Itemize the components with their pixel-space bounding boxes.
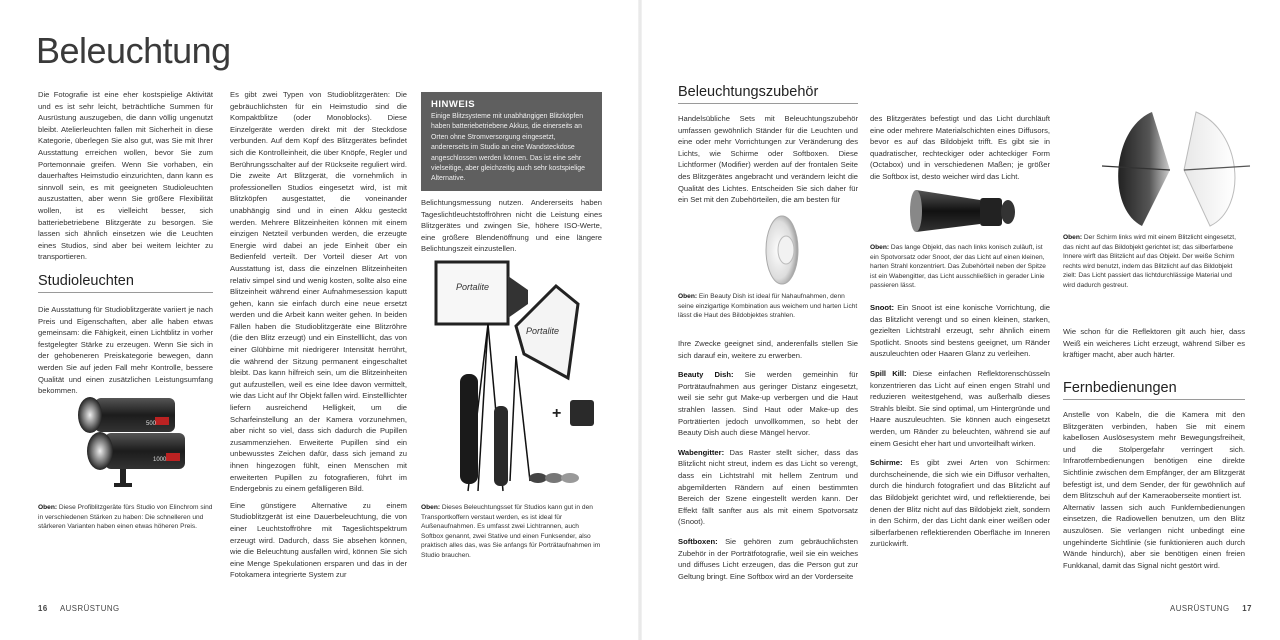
caption-flash-text: Diese Profiblitzgeräte fürs Studio von Elinchrom sind in verschiedenen Stärken zu haben: Die schnelleren und stärkeren Varianten haben einen etwas höheren Preis. (38, 504, 213, 531)
flash-unit-front (105, 433, 185, 469)
caption-flash-label: Oben: (38, 504, 58, 511)
middle-column (230, 89, 407, 586)
caption-softbox-text: Dieses Beleuchtungsset für Studios kann gut in den Transportkoffern verstaut werden, es ist ideal für Außenaufnahmen. Es umfasst zwei Lichtrannen, auch Softbox genannt, zwei Stative und einen Funksender, also praktisch alles das, was Sie anfangs für Porträtaufnahmen im Studio brauchen. (421, 504, 601, 559)
hinweis-box (421, 92, 602, 191)
softbox-brand-1: Portalite (456, 282, 490, 292)
section-heading-studioleuchten: Studioleuchten (38, 273, 213, 293)
flash-label-500: 500 (146, 421, 157, 427)
spill-kill-paragraph (870, 368, 1050, 449)
caption-flash (38, 503, 218, 532)
softbox-brand-2: Portalite (526, 326, 560, 336)
page-number-left: 16 (38, 604, 48, 613)
studioleuchten-text (38, 304, 213, 402)
caption-snoot-label: Oben: (870, 244, 890, 251)
snoot-paragraph (870, 302, 1050, 360)
svg-text:+: + (552, 405, 562, 422)
beauty-dish-label: Beauty Dish: (678, 370, 734, 380)
studioleuchten-paragraph: Die Ausstattung für Studioblitzgeräte variiert je nach Preis und Eigenschaften, aber alle haben etwas gemeinsam: die Fähigkeit, einen Lichtblitz in vorher festgelegter Stärke zu erzeugen. Wenn Sie sich in der gehobeneren Preiskategorie bewegen, dann werden Sie auf jeden Fall mehr Kontrolle, bessere Qualität und einen zusätzlichen Leistungsumfang bekommen. (38, 305, 213, 396)
caption-snoot (870, 243, 1050, 291)
schirme-paragraph (870, 457, 1050, 550)
zubehoer-col3-text: Wie schon für die Reflektoren gilt auch hier, dass Weiß ein weicheres Licht erzeugt, während Silber es kräftiger macht, aber auch härter. (1063, 327, 1245, 360)
footer-label-left: AUSRÜSTUNG (59, 604, 120, 613)
middle-column-text-2: Eine günstigere Alternative zu einem Studioblitzgerät ist eine Dauerbeleuchtung, die von einer Leuchtstoffröhre mit Tageslichtspektrum erzeugt wird. Dadurch, dass Sie absehen können, wie die Beleuchtung ausfallen wird, können Sie sich eine Menge Spekulationen ersparen und das in der Fotokamera integrierte System zur (230, 500, 407, 580)
fernbedienungen-paragraph-1: Anstelle von Kabeln, die die Kamera mit den Blitzgeräten verbinden, haben Sie mit einem kabellosen Auslösesystem mehr Bewegungsfreiheit, und die Stolpergefahr verringert sich. Infrarotfernbedienungen benötigen eine direkte Sichtlinie zwischen dem Empfänger, der am Blitzgerät befestigt ist, und dem Sender, der für gewöhnlich auf dem Blitzschuh auf der Kameraoberseite montiert ist. (1063, 410, 1245, 501)
snoot-photo (910, 186, 1020, 236)
schirme-text: Es gibt zwei Arten von Schirmen: durchscheinende, die sich wie ein Diffusor verhalten, durch die hindurch fotografiert und das Blitzlicht auf das Bildobjekt gerichtet wird, und reflektierende, bei denen der Blitz nicht auf das Bildobjekt zielt, sondern in den Schirm, der das Licht dank einer weißen oder silberfarbenen reflektierenden Oberfläche im Inneren zurückwirft. (870, 458, 1050, 549)
studio-flash-photo (60, 393, 195, 493)
caption-snoot-text: Das lange Objekt, das nach links konisch zuläuft, ist ein Spotvorsatz oder Snoot, der das Licht auf einen kleinen, harten Strahl konzentriert. Das Zubehörteil neben der Spitze ist ein Wabengitter, das Licht ausschließlich in gerader Linie passieren lässt. (870, 244, 1046, 290)
caption-schirme-label: Oben: (1063, 234, 1083, 241)
heading-fernbedienungen: Fernbedienungen (1063, 380, 1245, 400)
right-page (640, 0, 1280, 640)
caption-schirme-text: Der Schirm links wird mit einem Blitzlicht eingesetzt, das nicht auf das Bildobjekt gerichtet ist; das silberfarbene Innere wirft das Blitzlicht auf das Objekt. Der weiße Schirm rechts wird benutzt, indem das Blitzlicht auf das Bildobjekt zielt: Das Licht passiert das lichtdurchlässige Material und wird dadurch gestreut. (1063, 234, 1236, 289)
softboxen-text: Sie gehören zum gebräuchlichsten Zubehör in der Porträtfotografie, weil sie ein weiches und diffuses Licht erzeugen, das die Person gut zur Geltung bringt. Eine Softbox wird an der Vorderseite (678, 536, 858, 581)
zubehoer-col2-top (870, 113, 1050, 188)
caption-schirme (1063, 233, 1245, 291)
beauty-dish-paragraph (678, 369, 858, 439)
footer-label-right: AUSRÜSTUNG (1170, 604, 1230, 613)
spill-kill-text: Diese einfachen Reflektorenschüsseln konzentrieren das Licht auf einen engen Strahl und reduzieren weitestgehend, was außerhalb dieses Strahls bleibt. Sie sind optimal, um Hintergründe und Haare auszuleuchten. Sie können auch eingesetzt werden, um Ränder zu beleuchten, während sie auf einem Gesicht eher hart und unvorteilhaft wirken. (870, 368, 1050, 448)
snoot-cone (916, 190, 980, 232)
middle-column-text: Es gibt zwei Typen von Studioblitzgeräten: Die gebräuchlichsten für ein Heimstudio sind die Kompaktblitze (oder Monoblocks). Diese Einzelgeräte werden direkt mit der Steckdose verbunden. Auf dem Kopf des Blitzgerätes befindet sich die Kontrolleinheit, die über Knöpfe, Regler und Berührungsschalter auf der Rückseite reguliert wird. Die zweite Art Blitzgerät, die vornehmlich in professionellen Studios eingesetzt wird, ist mit Blitzköpfen ausgestattet, die voneinander unabhängig sind und in einen Akku gesteckt werden. Mehrere Blitzeinheiten können mit einem einzigen Netzteil verbunden werden, die erzeugte Energie wird dabei an jede Einheit über ein Bedienfeld verteilt. Der Vorteil dieser Art von Ausstattung ist, dass die einzelnen Blitzeinheiten relativ simpel sind und wenig kosten, sollte also eine Blitzeinheit während einer Aufnahmesession kaputt gehen, kann sie einfach durch eine neue ersetzt werden und die Arbeit kann weiter gehen. In beiden Fällen haben die Studioblitzgeräte eine Blitzröhre (die den Blitz erzeugt) und ein Einstelllicht, das von einer Glühbirne mit niedrigerer Intensität herrührt, die während der Sitzung permanent eingeschaltet bleibt. Das kann hilfreich sein, um die Blitzeinheiten gut aufzustellen, weil es eine Idee davon vermittelt, wie das Licht auf Ihr Objekt fallen wird. Einstelllichter liefern ausreichend Helligkeit, um die Scharfeinstellung an der Kamera vorzunehmen, aber nicht so viel, dass sich dadurch die Pupillen zusammenziehen. Erweiterte Pupillen sind ein unbewusstes Zeichen dafür, dass sich jemand zu ihnen hingezogen fühlt, einen Menschen mit erweiterten Pupillen zu fotografieren, führt im Endergebnis zu einem gefälligeren Bild. (230, 90, 407, 494)
fernbedienungen-text (1063, 409, 1245, 576)
softboxen-paragraph (678, 536, 858, 582)
radio-trigger (570, 400, 594, 426)
schirme-label: Schirme: (870, 458, 903, 468)
beauty-dish-photo (758, 210, 818, 290)
zubehoer-col1-after: Ihre Zwecke geeignet sind, anderenfalls stellen Sie sich darauf ein, weitere zu erwerben. (678, 339, 858, 360)
zubehoer-col1-body (678, 338, 858, 587)
right-column (421, 197, 602, 260)
zubehoer-intro (678, 113, 858, 211)
beauty-dish-text: Sie werden gemeinhin für Porträtaufnahmen aus geringer Distanz eingesetzt, weil sie sehr gut Make-up verbergen und die Haut strahlen lassen. Sind Haut oder Make-up des Porträtierten jedoch unvollkommen, so hebt der Beauty Dish auch diese Mängel hervor. (678, 370, 858, 438)
caption-dish-label: Oben: (678, 293, 698, 300)
intro-paragraph (38, 89, 213, 268)
hinweis-text: Einige Blitzsysteme mit unabhängigen Blitzköpfen haben batteriebetriebene Akkus, die einerseits an Orten ohne Stromversorgung eingesetzt, andererseits im Studio an eine Wandsteckdose angeschlossen werden können. Das ist eine sehr vielseitige, aber gleichzeitig auch sehr kostspielige Alternative. (431, 113, 585, 183)
caption-softbox-label: Oben: (421, 504, 441, 511)
caption-dish-text: Ein Beauty Dish ist ideal für Nahaufnahmen, denn seine einzigartige Kombination aus weichem und harten Licht lässt die Haut des Bildobjektes strahlen. (678, 293, 858, 320)
heading-beleuchtungszubehoer: Beleuchtungszubehör (678, 84, 858, 104)
page-number-right: 17 (1242, 604, 1252, 613)
snoot-text: Ein Snoot ist eine konische Vorrichtung, die das Blitzlicht verengt und so einen kleinen, starken, gezielten Lichtstrahl erzeugt, sehr ähnlich einem Spotlicht. Snoots sind bestens geeignet, um Ränder auszuleuchten oder Haaren Glanz zu verleihen. (870, 303, 1050, 359)
caption-softbox-set (421, 503, 603, 561)
zubehoer-col2-body (870, 302, 1050, 555)
wabengitter-text: Das Raster stellt sicher, dass das Blitzlicht nicht streut, indem es das Licht so verengt, dass ein Lichtstrahl mit hellem Zentrum und abgemilderten Rändern auf einen bestimmten Bereich der Szene eingestellt werden kann. Der Effekt fällt sanfter aus als mit einem Spotvorsatz (Snoot). (678, 447, 858, 527)
snoot-label: Snoot: (870, 303, 895, 312)
wabengitter-paragraph (678, 447, 858, 528)
fernbedienungen-paragraph-2: Alternativ lassen sich auch Funkfernbedienungen einsetzen, die Radiowellen benutzen, um den Blitz auszulösen. Sie verlangen nicht unbedingt eine ungehinderte Sichtlinie (sie funktionieren auch durch Wände hindurch), aber sie benötigen einen freien Funkkanal, damit das Signal nicht gestört wird. (1063, 502, 1245, 570)
zubehoer-intro-text: Handelsübliche Sets mit Beleuchtungszubehör umfassen gewöhnlich Ständer für die Leuchten und eine oder mehr Vorrichtungen zur Veränderung des Lichts, wie Schirme oder Softboxen. Diese Lichtformer (Modifier) werden auf der frontalen Seite des Blitzgerätes angebracht und verändern leicht die Qualität des Lichtes. Entscheiden Sie sich daher für ein Set mit den Zubehörteilen, die am besten für (678, 114, 858, 205)
footer-left (38, 604, 120, 613)
softboxen-label: Softboxen: (678, 536, 718, 546)
zubehoer-col3 (1063, 326, 1245, 366)
honeycomb-grid (980, 198, 1002, 226)
wabengitter-label: Wabengitter: (678, 447, 725, 457)
flash-label-1000: 1000 (153, 457, 167, 463)
transport-bag (460, 374, 478, 484)
hinweis-title: HINWEIS (431, 99, 476, 110)
page-title: Beleuchtung (36, 30, 231, 71)
softbox-square (436, 262, 508, 324)
zubehoer-col2-top-text: des Blitzgerätes befestigt und das Licht durchläuft eine oder mehrere Materialschichten eines Diffusors, bevor es auf das Bildobjekt trifft. Es gibt sie in quadratischer, rechteckiger oder achteckiger Form (Octabox) und in verschiedenen Maßen; je größer die Softbox ist, desto weicher wird das Licht. (870, 114, 1050, 181)
softbox-set-photo (428, 256, 608, 496)
umbrellas-photo (1092, 108, 1252, 230)
flash-unit-back (95, 398, 175, 432)
intro-text: Die Fotografie ist eine eher kostspielige Aktivität und es ist sehr leicht, beträchtliche Summen für Ausrüstung auszugeben, die dann völlig ungenutzt bleibt. Atelierleuchten fallen mit Sicherheit in diese Kategorie, überlegen Sie also gut, was Sie mit Ihrer Ausstattung erreichen wollen, bevor Sie zum Portemonnaie greifen. Wenn Sie vorhaben, ein dauerhaftes Heimstudio einzurichten, dann kann es sinnvoll sein, es mit geeigneten Studioleuchten auszustatten, aber wenn Sie größere Flexibilität wollen, ist es vielleicht besser, sich batteriebetriebene Blitzgeräte zu besorgen. Sie lassen sich ähnlich einsetzen wie die Leuchten eines Studios, sind aber bei weitem leichter zu transportieren. (38, 90, 213, 262)
footer-right (1170, 604, 1262, 613)
spill-kill-label: Spill Kill: (870, 368, 907, 378)
caption-beauty-dish (678, 292, 858, 321)
right-column-text: Belichtungsmessung nutzen. Andererseits haben Tageslichtleuchtstoffröhren nicht die Leistung eines Blitzgerätes und zwingen Sie, höhere ISO-Werte, eine größere Blendenöffnung und eine längere Belichtungszeit einzustellen. (421, 198, 602, 254)
